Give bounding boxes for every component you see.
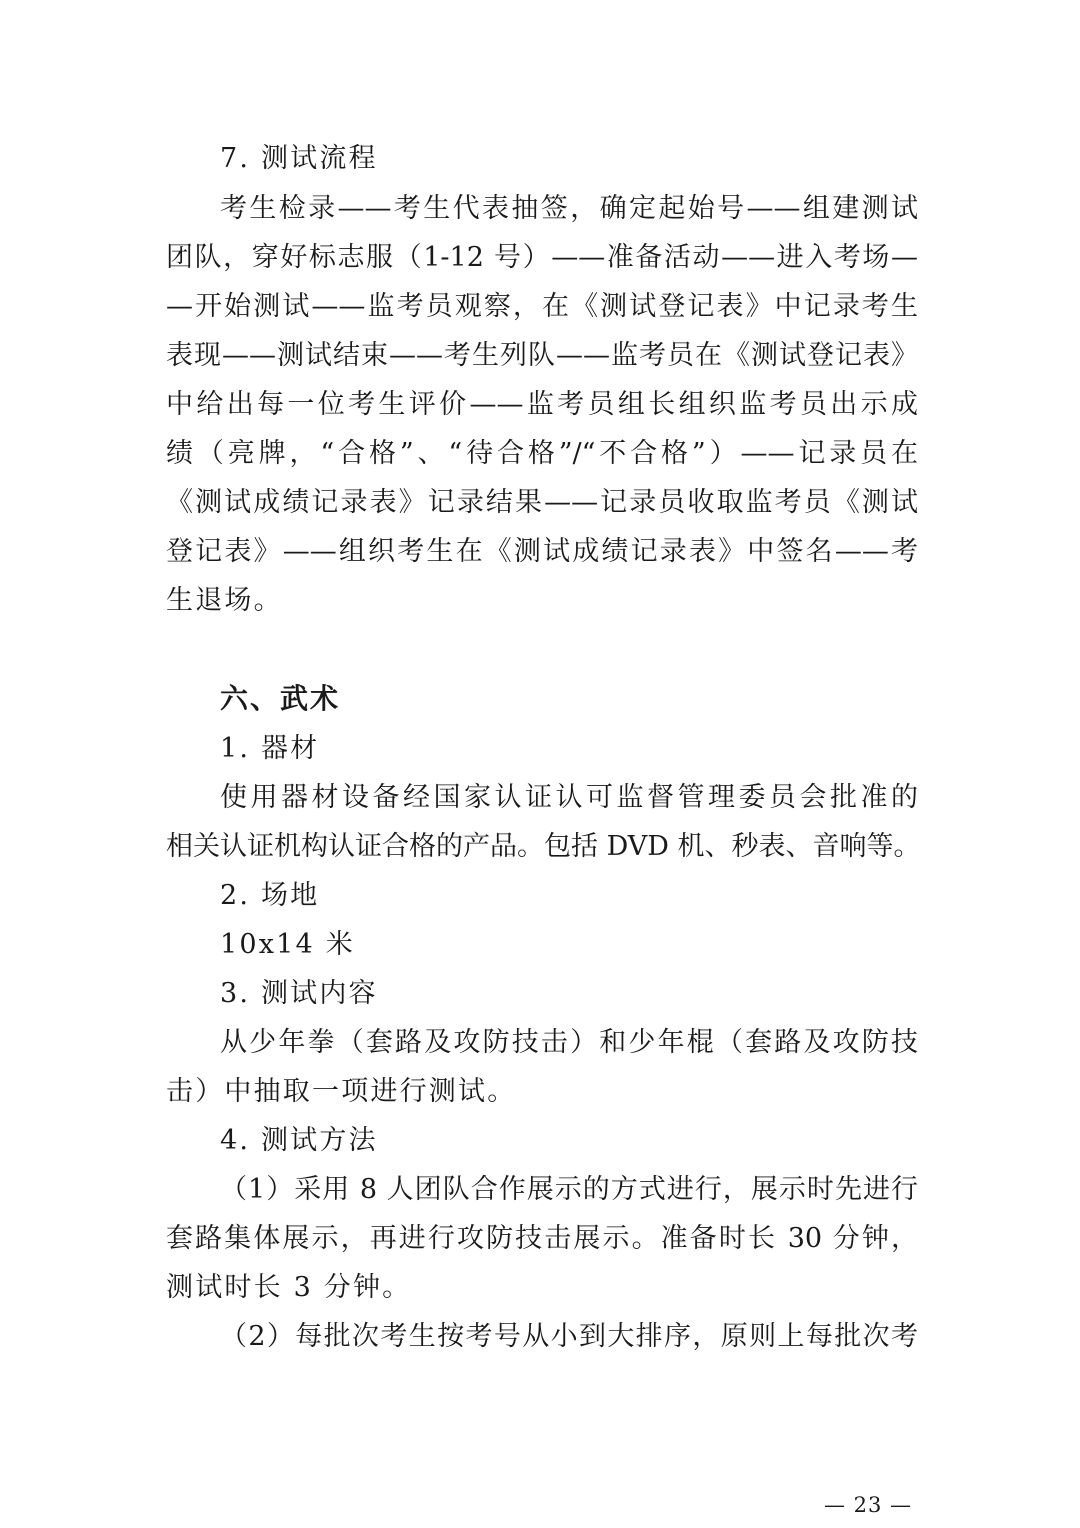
paragraph-line: 中给出每一位考生评价——监考员组长组织监考员出示成 xyxy=(166,389,918,420)
paragraph-line: 考生检录——考生代表抽签，确定起始号——组建测试 xyxy=(220,193,918,224)
paragraph-line: 生退场。 xyxy=(166,585,283,616)
paragraph-line: 绩（亮牌，“合格”、“待合格”/“不合格”）——记录员在 xyxy=(166,438,918,469)
content-title: 3. 测试内容 xyxy=(220,978,378,1009)
paragraph-line: 使用器材设备经国家认证认可监督管理委员会批准的 xyxy=(220,782,918,813)
paragraph-line: （2）每批次考生按考号从小到大排序，原则上每批次考 xyxy=(220,1321,918,1352)
paragraph-line: 团队，穿好标志服（1-12 号）——准备活动——进入考场— xyxy=(166,242,918,273)
paragraph-line: 相关认证机构认证合格的产品。包括 DVD 机、秒表、音响等。 xyxy=(166,831,921,862)
paragraph-line: 表现——测试结束——考生列队——监考员在《测试登记表》 xyxy=(166,340,918,371)
paragraph-line: 套路集体展示，再进行攻防技击展示。准备时长 30 分钟， xyxy=(166,1223,918,1254)
paragraph-line: 登记表》——组织考生在《测试成绩记录表》中签名——考 xyxy=(166,536,918,567)
method-title: 4. 测试方法 xyxy=(220,1125,378,1156)
paragraph-line: 击）中抽取一项进行测试。 xyxy=(166,1076,517,1107)
page-number: — 23 — xyxy=(823,1493,913,1517)
paragraph-line: （1）采用 8 人团队合作展示的方式进行，展示时先进行 xyxy=(220,1174,918,1205)
section-7-title: 7. 测试流程 xyxy=(220,143,378,174)
paragraph-line: —开始测试——监考员观察，在《测试登记表》中记录考生 xyxy=(166,291,918,322)
paragraph-line: 从少年拳（套路及攻防技击）和少年棍（套路及攻防技 xyxy=(220,1027,918,1058)
paragraph-line: 测试时长 3 分钟。 xyxy=(166,1272,412,1303)
section-heading-wushu: 六、武术 xyxy=(220,682,341,715)
venue-size: 10x14 米 xyxy=(220,929,355,960)
equipment-title: 1. 器材 xyxy=(220,733,320,764)
venue-title: 2. 场地 xyxy=(220,880,320,911)
paragraph-line: 《测试成绩记录表》记录结果——记录员收取监考员《测试 xyxy=(166,487,918,518)
